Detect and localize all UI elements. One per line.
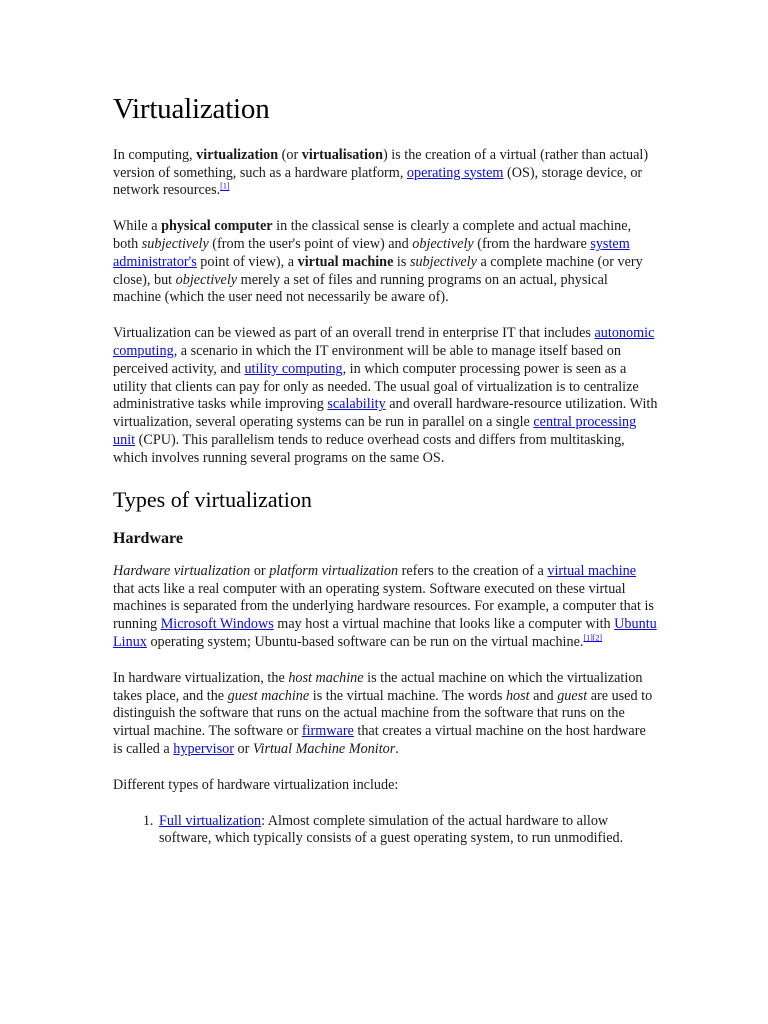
italic-term: objectively: [175, 271, 238, 288]
link-microsoft-windows[interactable]: Microsoft Windows: [160, 616, 274, 633]
italic-term: subjectively: [141, 235, 209, 252]
link-ubuntu-linux[interactable]: Ubuntu Linux: [113, 616, 657, 651]
bold-term: virtual machine: [297, 253, 394, 270]
link-virtual-machine[interactable]: virtual machine: [547, 562, 637, 579]
text: .: [395, 741, 399, 758]
link-autonomic-computing[interactable]: autonomic computing: [113, 325, 655, 359]
text: (from the user's point of view) and: [208, 235, 413, 252]
italic-term: objectively: [412, 235, 474, 252]
text: merely a set of files and running programs on an actual, physical machine (which the user need not necessarily be aware of).: [113, 271, 608, 306]
text: may host a virtual machine that looks like a computer with: [273, 616, 615, 633]
link-operating-system[interactable]: operating system: [406, 164, 504, 181]
text: (CPU). This parallelism tends to reduce overhead costs and differs from multitasking, which involves running several programs on the same OS.: [113, 431, 625, 466]
italic-term: Hardware virtualization: [113, 562, 251, 579]
intro-paragraph-1: [113, 147, 658, 200]
intro-paragraph-3: [113, 325, 658, 467]
link-system-administrator[interactable]: system administrator's: [113, 235, 630, 270]
link-central-processing-unit[interactable]: central processing unit: [113, 414, 637, 448]
section-heading-types: Types of virtualization: [113, 486, 312, 512]
text: that creates a virtual machine on the host hardware is called a: [113, 723, 646, 758]
page-title: Virtualization: [113, 93, 270, 125]
reference-link-1[interactable]: [1]: [220, 181, 230, 191]
text: point of view), a: [196, 253, 298, 270]
italic-term: platform virtualization: [269, 562, 399, 579]
text: Virtualization can be viewed as part of an overall trend in enterprise IT that includes: [113, 325, 595, 342]
text: (OS), storage device, or network resources.: [113, 164, 643, 199]
text: In hardware virtualization, the: [113, 669, 289, 686]
list-item: [157, 813, 658, 849]
italic-term: host machine: [288, 669, 364, 686]
text: in the classical sense is clearly a complete and actual machine, both: [113, 218, 632, 252]
italic-term: subjectively: [409, 253, 477, 270]
text: operating system; Ubuntu-based software can be run on the virtual machine.: [146, 634, 584, 651]
text: or: [233, 741, 253, 758]
link-hypervisor[interactable]: hypervisor: [173, 741, 234, 758]
subsection-heading-hardware: Hardware: [113, 530, 183, 548]
text: a complete machine (or very close), but: [113, 253, 643, 288]
text: While a: [113, 218, 162, 235]
text: and: [529, 687, 558, 704]
list-item-text: : Almost complete simulation of the actual hardware to allow software, which typically consists of a guest operating system, to run unmodified.: [159, 812, 624, 847]
intro-paragraph-2: [113, 218, 658, 307]
text: refers to the creation of a: [398, 562, 548, 579]
reference-link-1[interactable]: [1]: [583, 633, 593, 643]
text: (or: [278, 146, 302, 163]
text: In computing,: [113, 146, 197, 163]
text: are used to distinguish the software that runs on the actual machine from the software that runs on the virtual machine. The software or: [113, 687, 653, 740]
hardware-types-list: [113, 813, 658, 849]
text: or: [250, 562, 270, 579]
hardware-paragraph-1: [113, 563, 658, 652]
reference-link-2[interactable]: [2]: [592, 633, 603, 643]
article-body: [113, 92, 658, 848]
text: and overall hardware-resource utilization. With virtualization, several operating systems can be run in parallel on a single: [113, 396, 658, 431]
link-scalability[interactable]: scalability: [327, 396, 386, 413]
text: that acts like a real computer with an operating system. Software executed on these virtual machines is separated from the underlying hardware resources. For example, a computer that is running: [113, 580, 654, 633]
bold-term: virtualisation: [301, 146, 383, 163]
hardware-paragraph-3: Different types of hardware virtualization include:: [113, 776, 399, 793]
text: , a scenario in which the IT environment will be able to manage itself based on perceived activity, and: [113, 342, 621, 377]
text: (from the hardware: [473, 235, 591, 252]
text: , in which computer processing power is seen as a utility that clients can pay for only as needed. The usual goal of virtualization is to centralize administrative tasks while improving: [113, 360, 639, 413]
text: ) is the creation of a virtual (rather than actual) version of something, such as a hardware platform,: [113, 146, 649, 181]
italic-term: host: [505, 687, 530, 704]
italic-term: Virtual Machine Monitor: [252, 741, 396, 758]
text: is the actual machine on which the virtualization takes place, and the: [113, 669, 643, 704]
hardware-paragraph-2: [113, 670, 658, 759]
text: is: [393, 253, 410, 270]
text: is the virtual machine. The words: [309, 687, 506, 704]
link-utility-computing[interactable]: utility computing: [244, 360, 343, 377]
link-firmware[interactable]: firmware: [301, 723, 354, 740]
link-full-virtualization[interactable]: Full virtualization: [159, 812, 262, 829]
bold-term: virtualization: [196, 146, 279, 163]
italic-term: guest machine: [227, 687, 310, 704]
bold-term: physical computer: [161, 218, 273, 235]
italic-term: guest: [557, 687, 588, 704]
